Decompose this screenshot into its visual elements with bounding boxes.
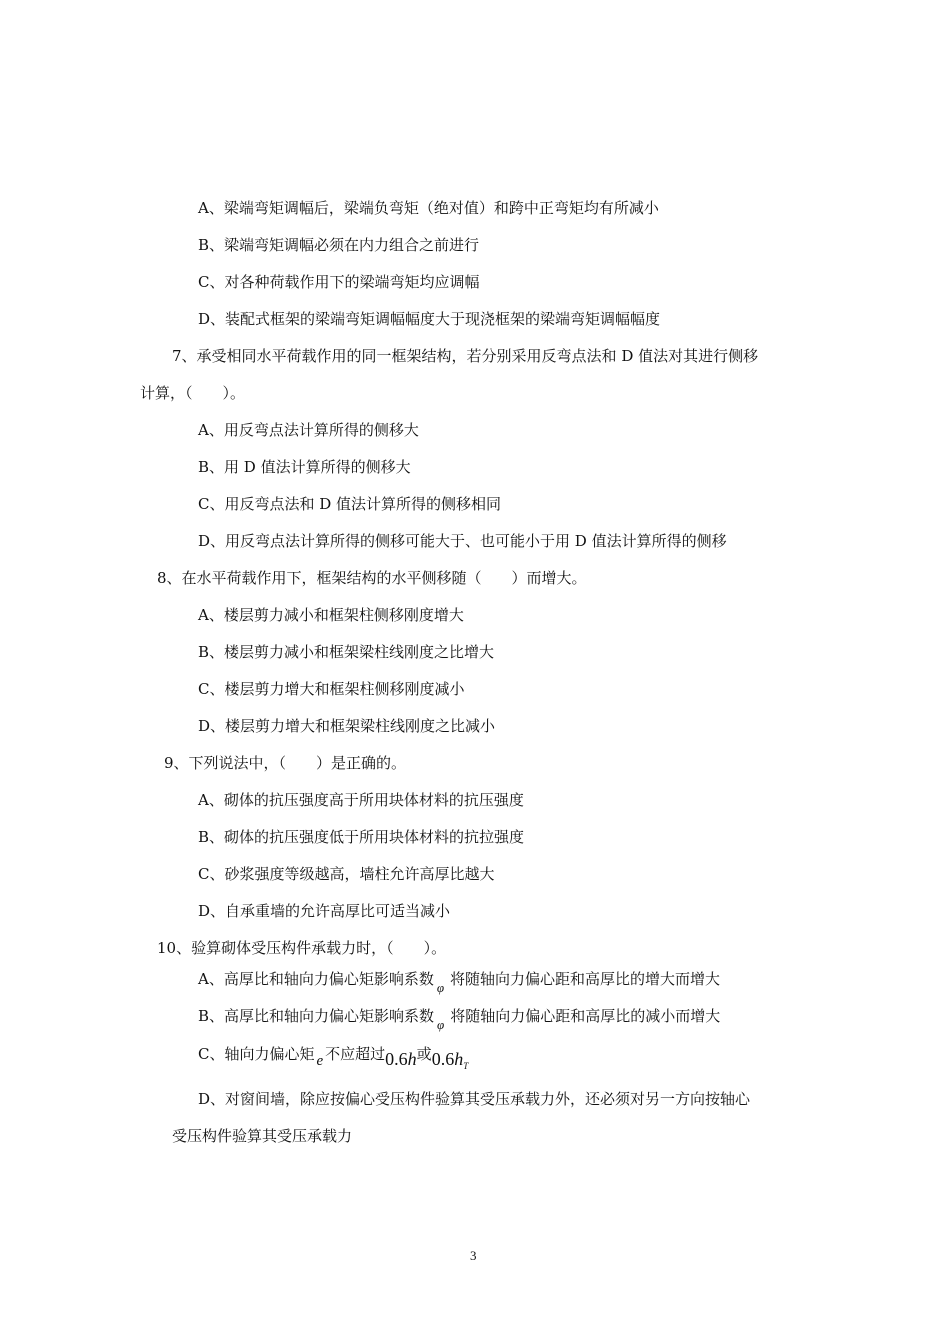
q8-stem: 8、在水平荷载作用下，框架结构的水平侧移随（ ）而增大。 [157,569,587,587]
eccentricity-symbol: e [316,1053,324,1069]
q8-option-b: B、楼层剪力减小和框架梁柱线刚度之比增大 [198,643,495,661]
phi-symbol: φ [437,1017,445,1032]
q10-option-d-line1: D、对窗间墙，除应按偏心受压构件验算其受压承载力外，还必须对另一方向按轴心 [198,1090,751,1108]
q6-option-a: A、梁端弯矩调幅后，梁端负弯矩（绝对值）和跨中正弯矩均有所减小 [198,199,659,217]
q7-stem-line1: 7、承受相同水平荷载作用的同一框架结构，若分别采用反弯点法和 D 值法对其进行侧移 [172,347,759,365]
q10-a-text-post: 将随轴向力偏心距和高厚比的增大而增大 [450,970,721,988]
q6-option-d: D、装配式框架的梁端弯矩调幅幅度大于现浇框架的梁端弯矩调幅幅度 [198,310,661,328]
q9-option-d: D、自承重墙的允许高厚比可适当减小 [198,902,451,920]
q8-option-d: D、楼层剪力增大和框架梁柱线刚度之比减小 [198,717,496,735]
phi-symbol: φ [436,980,445,995]
q10-b-text-post: 将随轴向力偏心距和高厚比的减小而增大 [450,1007,721,1025]
q10-c-text-mid: 不应超过 [325,1045,386,1063]
limit-value-1: 0.6h [385,1049,417,1069]
q10-c-text-pre: C、轴向力偏心矩 [198,1045,315,1063]
q6-option-b: B、梁端弯矩调幅必须在内力组合之前进行 [198,236,480,254]
q6-option-c: C、对各种荷载作用下的梁端弯矩均应调幅 [198,273,480,291]
q9-option-b: B、砌体的抗压强度低于所用块体材料的抗拉强度 [198,828,525,846]
q9-option-c: C、砂浆强度等级越高，墙柱允许高厚比越大 [198,865,495,883]
q7-option-a: A、用反弯点法计算所得的侧移大 [198,421,419,439]
q7-stem-line2: 计算，（ ）。 [140,384,246,402]
q10-option-a [198,969,721,995]
q7-option-d: D、用反弯点法计算所得的侧移可能大于、也可能小于用 D 值法计算所得的侧移 [198,532,727,550]
q10-option-d-line2: 受压构件验算其受压承载力 [172,1127,353,1145]
page-number: 3 [470,1248,477,1263]
limit-value-2: $0.6h_T$ [431,1049,469,1071]
q10-c-text-or: 或 [416,1045,432,1063]
q8-option-a: A、楼层剪力减小和框架柱侧移刚度增大 [198,606,464,624]
q10-option-c [198,1043,469,1071]
q9-option-a: A、砌体的抗压强度高于所用块体材料的抗压强度 [198,791,524,809]
q10-option-b [198,1006,721,1032]
q7-option-b: B、用 D 值法计算所得的侧移大 [198,458,411,476]
q10-b-text-pre: B、高厚比和轴向力偏心矩影响系数 [198,1007,435,1025]
q10-a-text-pre: A、高厚比和轴向力偏心矩影响系数 [198,970,434,988]
q10-stem: 10、验算砌体受压构件承载力时，（ ）。 [157,939,447,957]
q8-option-c: C、楼层剪力增大和框架柱侧移刚度减小 [198,680,465,698]
q7-option-c: C、用反弯点法和 D 值法计算所得的侧移相同 [198,495,502,513]
q9-stem: 9、下列说法中，（ ）是正确的。 [164,754,407,772]
